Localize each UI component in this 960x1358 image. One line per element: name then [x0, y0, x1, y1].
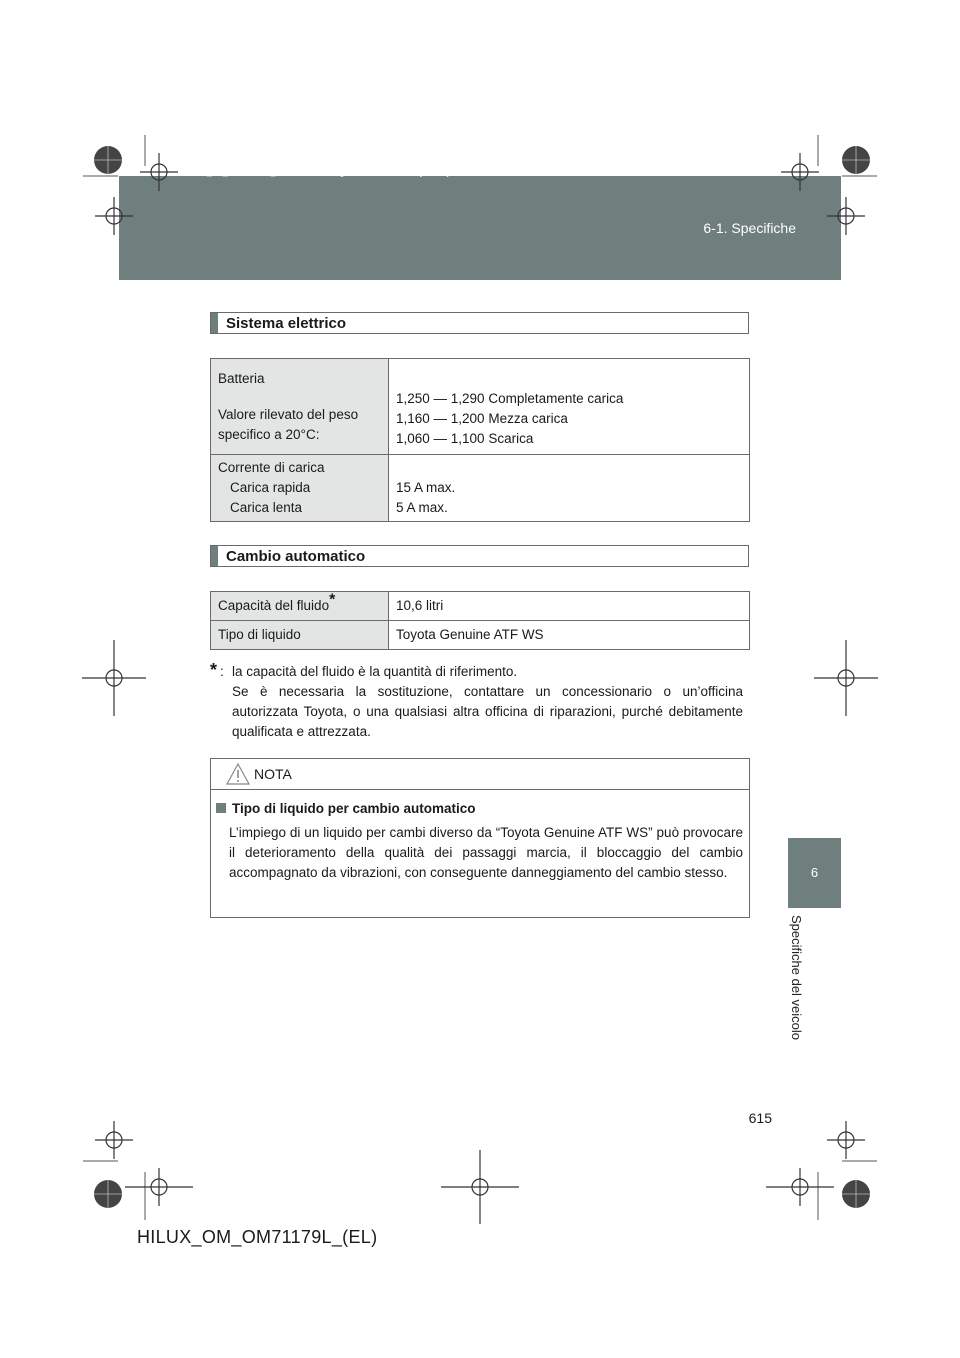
nota-subtitle-text: Tipo di liquido per cambio automatico [232, 801, 476, 816]
book-info-line: HILUX_OM_OM71179L_(EL).book Page 615 Wednesday, May 16, 2012 11:37 AM [180, 168, 547, 178]
fluid-type-value: Toyota Genuine ATF WS [389, 621, 750, 650]
charge-current-label: Corrente di carica [218, 460, 325, 475]
footnote-colon: : [220, 664, 224, 679]
slow-charge-value: 5 A max. [396, 500, 448, 515]
fluid-capacity-label: Capacità del fluido [218, 598, 330, 613]
footnote-line2: Se è necessaria la sostituzione, contattare un concessionario o un’officina autorizzata Toyota, o una qualsiasi altra officina di riparazioni, purché debitamente qualificata e attrezzata. [232, 684, 743, 739]
heading-electrical-text: Sistema elettrico [226, 315, 347, 332]
page-number: 615 [748, 1110, 772, 1126]
fluid-capacity-value: 10,6 litri [389, 592, 750, 621]
color-wheel-icon [94, 146, 870, 1208]
battery-label: Batteria [218, 370, 265, 386]
chapter-number: 6 [810, 865, 819, 880]
slow-charge-label: Carica lenta [230, 500, 303, 515]
footer-code: HILUX_OM_OM71179L_(EL) [137, 1227, 378, 1247]
gravity-full: 1,250 — 1,290 Completamente carica [396, 390, 624, 406]
gravity-label-line1: Valore rilevato del peso [218, 406, 359, 422]
fast-charge-value: 15 A max. [396, 480, 456, 495]
footnote-star: * [210, 660, 218, 680]
gravity-empty: 1,060 — 1,100 Scarica [396, 430, 534, 446]
gravity-label-line2: specifico a 20°C: [218, 426, 320, 442]
crosshair-icon [82, 153, 878, 1224]
footnote-mark: * [329, 591, 336, 609]
heading-transmission-text: Cambio automatico [226, 548, 366, 565]
gravity-half: 1,160 — 1,200 Mezza carica [396, 410, 568, 426]
fluid-type-label: Tipo di liquido [211, 621, 389, 650]
nota-text: L’impiego di un liquido per cambi diverso da “Toyota Genuine ATF WS” può provocare il deterioramento della qualità dei passaggi marcia, il bloccaggio del cambio accompagnato da vibrazioni, con conseguente danneggiamento del cambio stesso. [229, 825, 743, 880]
chapter-title-vertical: Specifiche del veicolo [789, 915, 804, 1041]
nota-title: NOTA [254, 766, 292, 782]
footnote-line1: la capacità del fluido è la quantità di riferimento. [232, 664, 518, 679]
section-title: 6-1. Specifiche [703, 220, 796, 236]
fast-charge-label: Carica rapida [230, 480, 311, 495]
